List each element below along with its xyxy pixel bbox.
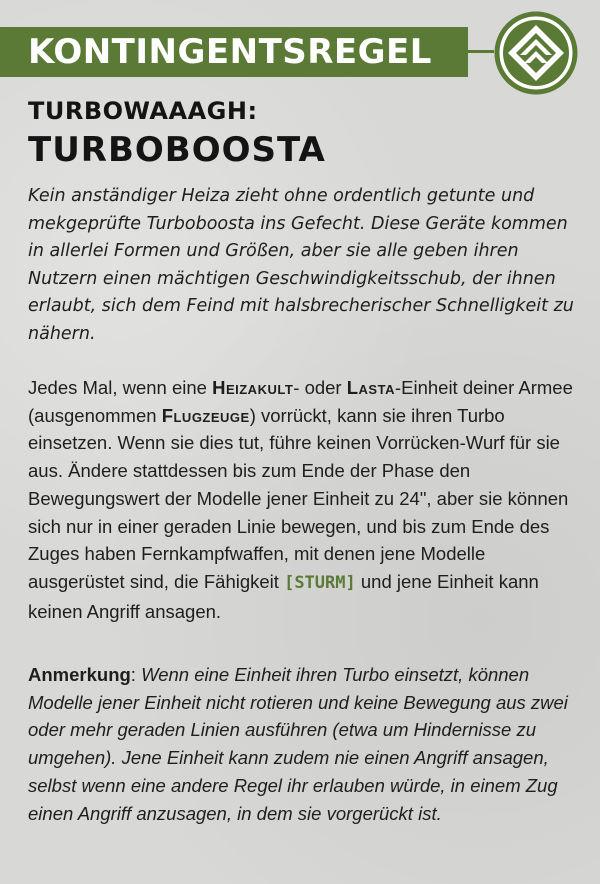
- keyword-heizakult: Heizakult: [212, 377, 294, 398]
- rule-text: Jedes Mal, wenn eine Heizakult- oder Lasta-Einheit deiner Armee (ausgenommen Flugzeuge) vorrückt, kann sie ihren Turbo einsetzen. Wenn sie dies tut, führe keinen Vorrücken-Wurf für sie aus. Ändere stattdessen bis zum Ende der Phase den Bewegungswert der Modelle jener Einheit zu 24", aber sie können sich nur in einer geraden Linie bewegen, und bis zum Ende des Zuges haben Fernkampfwaffen, mit denen jene Modelle ausgerüstet sind, die Fähigkeit [STURM] und jene Einheit kann keinen Angriff ansagen.: [28, 377, 573, 622]
- note-text: Anmerkung: Wenn eine Einheit ihren Turbo einsetzt, können Modelle jener Einheit nicht rotieren und keine Bewegung aus zwei oder mehr geraden Linien ausführen (etwa um Hindernisse zu umgehen). Jene Einheit kann zudem nie einen Angriff ansagen, selbst wenn eine andere Regel ihr erlauben würde, in einem Zug einen Angriff anzusagen, in dem sie vorgerückt ist.: [28, 664, 568, 824]
- flavor-text: Kein anständiger Heiza zieht ohne ordentlich getunte und mekgeprüfte Turboboosta ins Gefecht. Diese Geräte kommen in allerlei Formen und Größen, aber sie alle geben ihren Nutzern einen mächtigen Geschwindigkeitsschub, der ihnen erlaubt, sich dem Feind mit halsbrecherischer Schnelligkeit zu nähern.: [28, 186, 574, 344]
- rule-title: TURBOBOOSTA: [28, 130, 326, 170]
- banner-title: KONTINGENTSREGEL: [28, 32, 432, 72]
- keyword-lasta: Lasta: [346, 377, 395, 398]
- note-body: Wenn eine Einheit ihren Turbo einsetzt, können Modelle jener Einheit nicht rotieren und keine Bewegung aus zwei oder mehr geraden Linien ausführen (etwa um Hindernisse zu umgehen). Jene Einheit kann zudem nie einen Angriff ansagen, selbst wenn eine andere Regel ihr erlauben würde, in einem Zug einen Angriff anzusagen, in dem sie vorgerückt ist.: [28, 664, 568, 824]
- keyword-sturm: [STURM]: [284, 572, 356, 593]
- rule-subtitle: TURBOWAAAGH:: [28, 97, 258, 125]
- arrow-chevron-icon: [494, 11, 578, 95]
- keyword-flugzeuge: Flugzeuge: [161, 404, 250, 426]
- banner-connector: [468, 50, 494, 53]
- note-label: Anmerkung: [28, 664, 131, 685]
